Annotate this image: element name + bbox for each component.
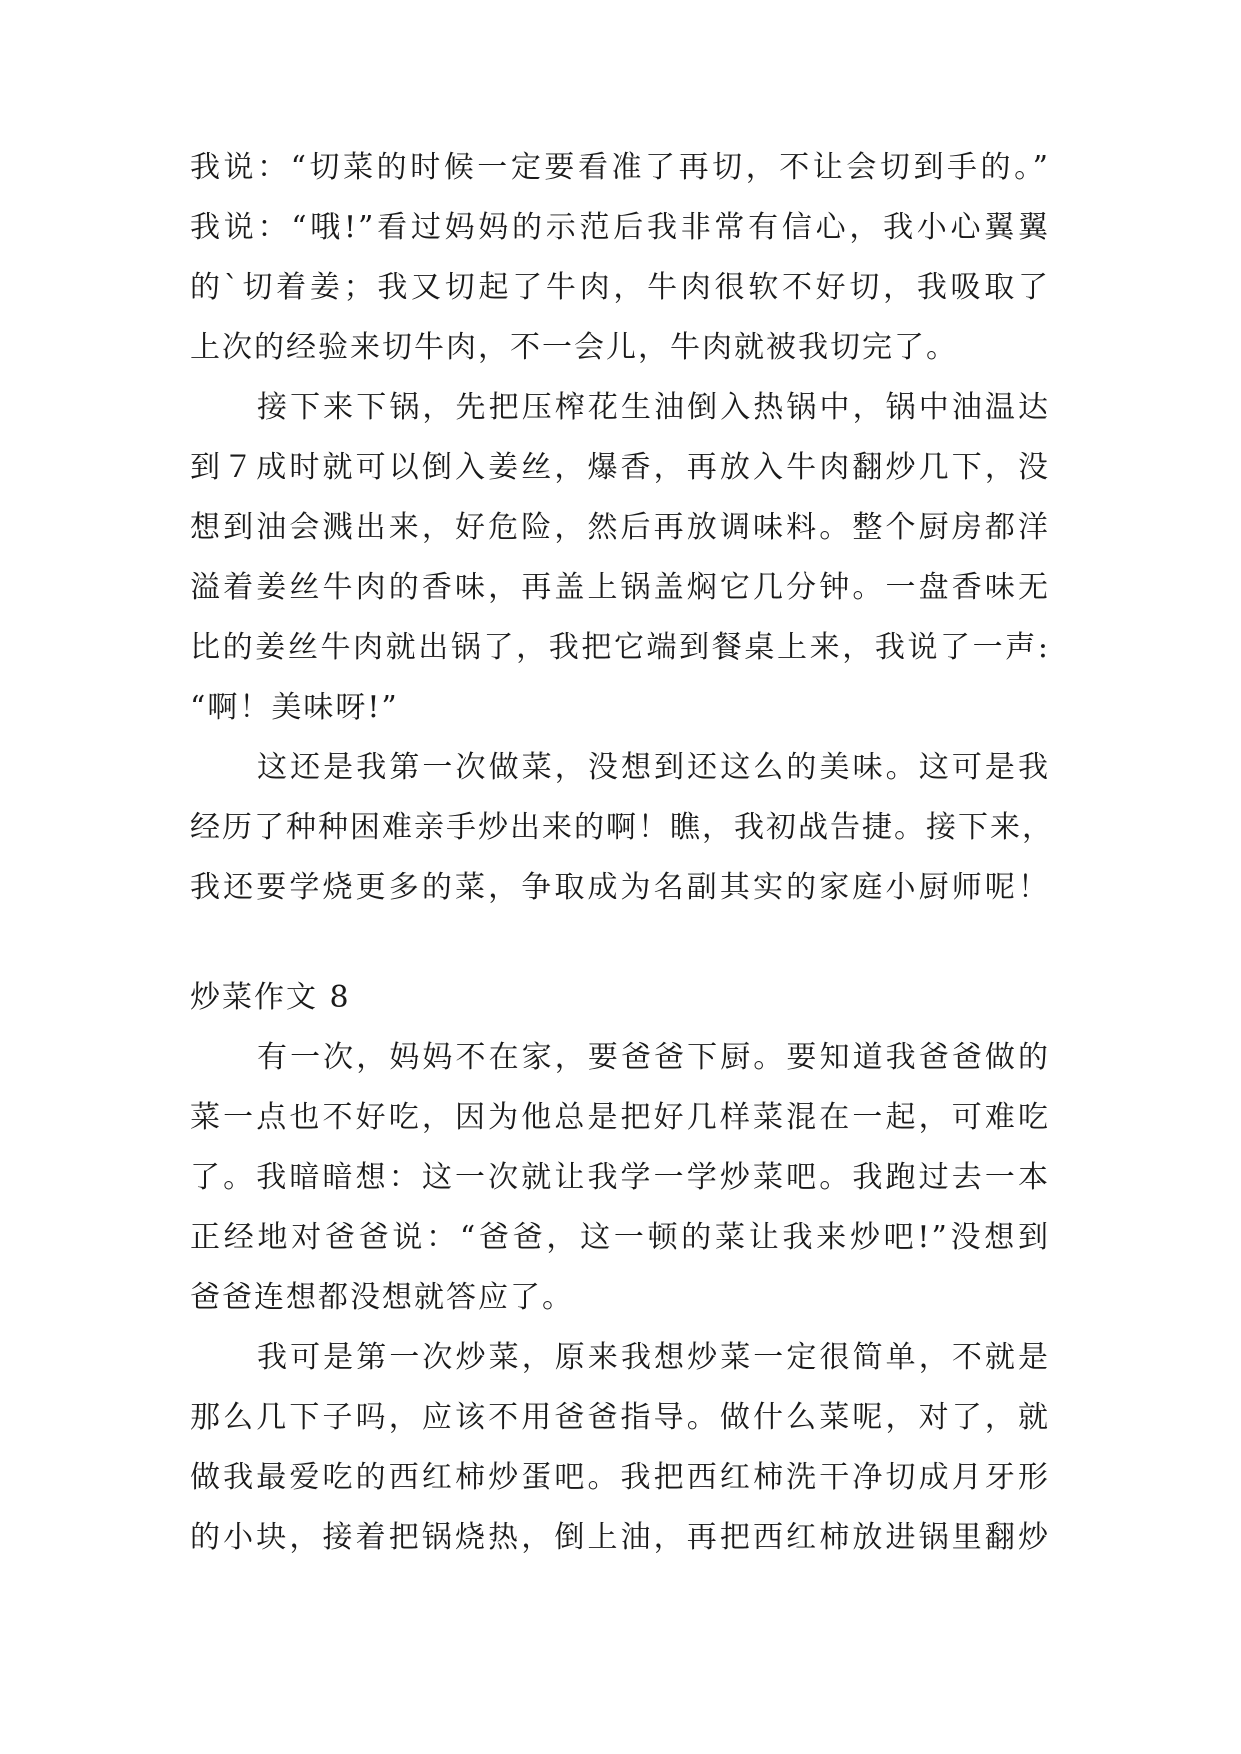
paragraph-line: “啊！美味呀!” (190, 690, 399, 725)
section-heading: 炒菜作文 8 (190, 980, 351, 1015)
paragraph-line: 的`切着姜；我又切起了牛肉，牛肉很软不好切，我吸取了 (190, 270, 1050, 305)
paragraph-line: 比的姜丝牛肉就出锅了，我把它端到餐桌上来，我说了一声: (190, 630, 1050, 665)
paragraph-line: 我说：“切菜的时候一定要看准了再切，不让会切到手的。” (190, 150, 1050, 185)
paragraph-line: 经历了种种困难亲手炒出来的啊！瞧，我初战告捷。接下来， (190, 810, 1054, 845)
paragraph-line: 接下来下锅，先把压榨花生油倒入热锅中，锅中油温达 (257, 390, 1050, 425)
paragraph-line: 这还是我第一次做菜，没想到还这么的美味。这可是我 (257, 750, 1050, 785)
paragraph-line: 有一次，妈妈不在家，要爸爸下厨。要知道我爸爸做的 (257, 1040, 1050, 1075)
paragraph-line: 的小块，接着把锅烧热，倒上油，再把西红柿放进锅里翻炒 (190, 1520, 1050, 1555)
paragraph-line: 我说：“哦!”看过妈妈的示范后我非常有信心，我小心翼翼 (190, 210, 1050, 245)
paragraph-line: 做我最爱吃的西红柿炒蛋吧。我把西红柿洗干净切成月牙形 (190, 1460, 1050, 1495)
paragraph-line: 正经地对爸爸说：“爸爸，这一顿的菜让我来炒吧!”没想到 (190, 1220, 1050, 1255)
paragraph-line: 那么几下子吗，应该不用爸爸指导。做什么菜呢，对了，就 (190, 1400, 1050, 1435)
paragraph-line: 想到油会溅出来，好危险，然后再放调味料。整个厨房都洋 (190, 510, 1050, 545)
paragraph-line: 菜一点也不好吃，因为他总是把好几样菜混在一起，可难吃 (190, 1100, 1050, 1135)
paragraph-line: 溢着姜丝牛肉的香味，再盖上锅盖焖它几分钟。一盘香味无 (190, 570, 1050, 605)
paragraph-line: 上次的经验来切牛肉，不一会儿，牛肉就被我切完了。 (190, 330, 958, 365)
paragraph-line: 了。我暗暗想：这一次就让我学一学炒菜吧。我跑过去一本 (190, 1160, 1050, 1195)
paragraph-line: 我还要学烧更多的菜，争取成为名副其实的家庭小厨师呢！ (190, 870, 1050, 905)
paragraph-line: 爸爸连想都没想就答应了。 (190, 1280, 574, 1315)
paragraph-line: 我可是第一次炒菜，原来我想炒菜一定很简单，不就是 (257, 1340, 1050, 1375)
paragraph-line: 到７成时就可以倒入姜丝，爆香，再放入牛肉翻炒几下，没 (190, 450, 1050, 485)
